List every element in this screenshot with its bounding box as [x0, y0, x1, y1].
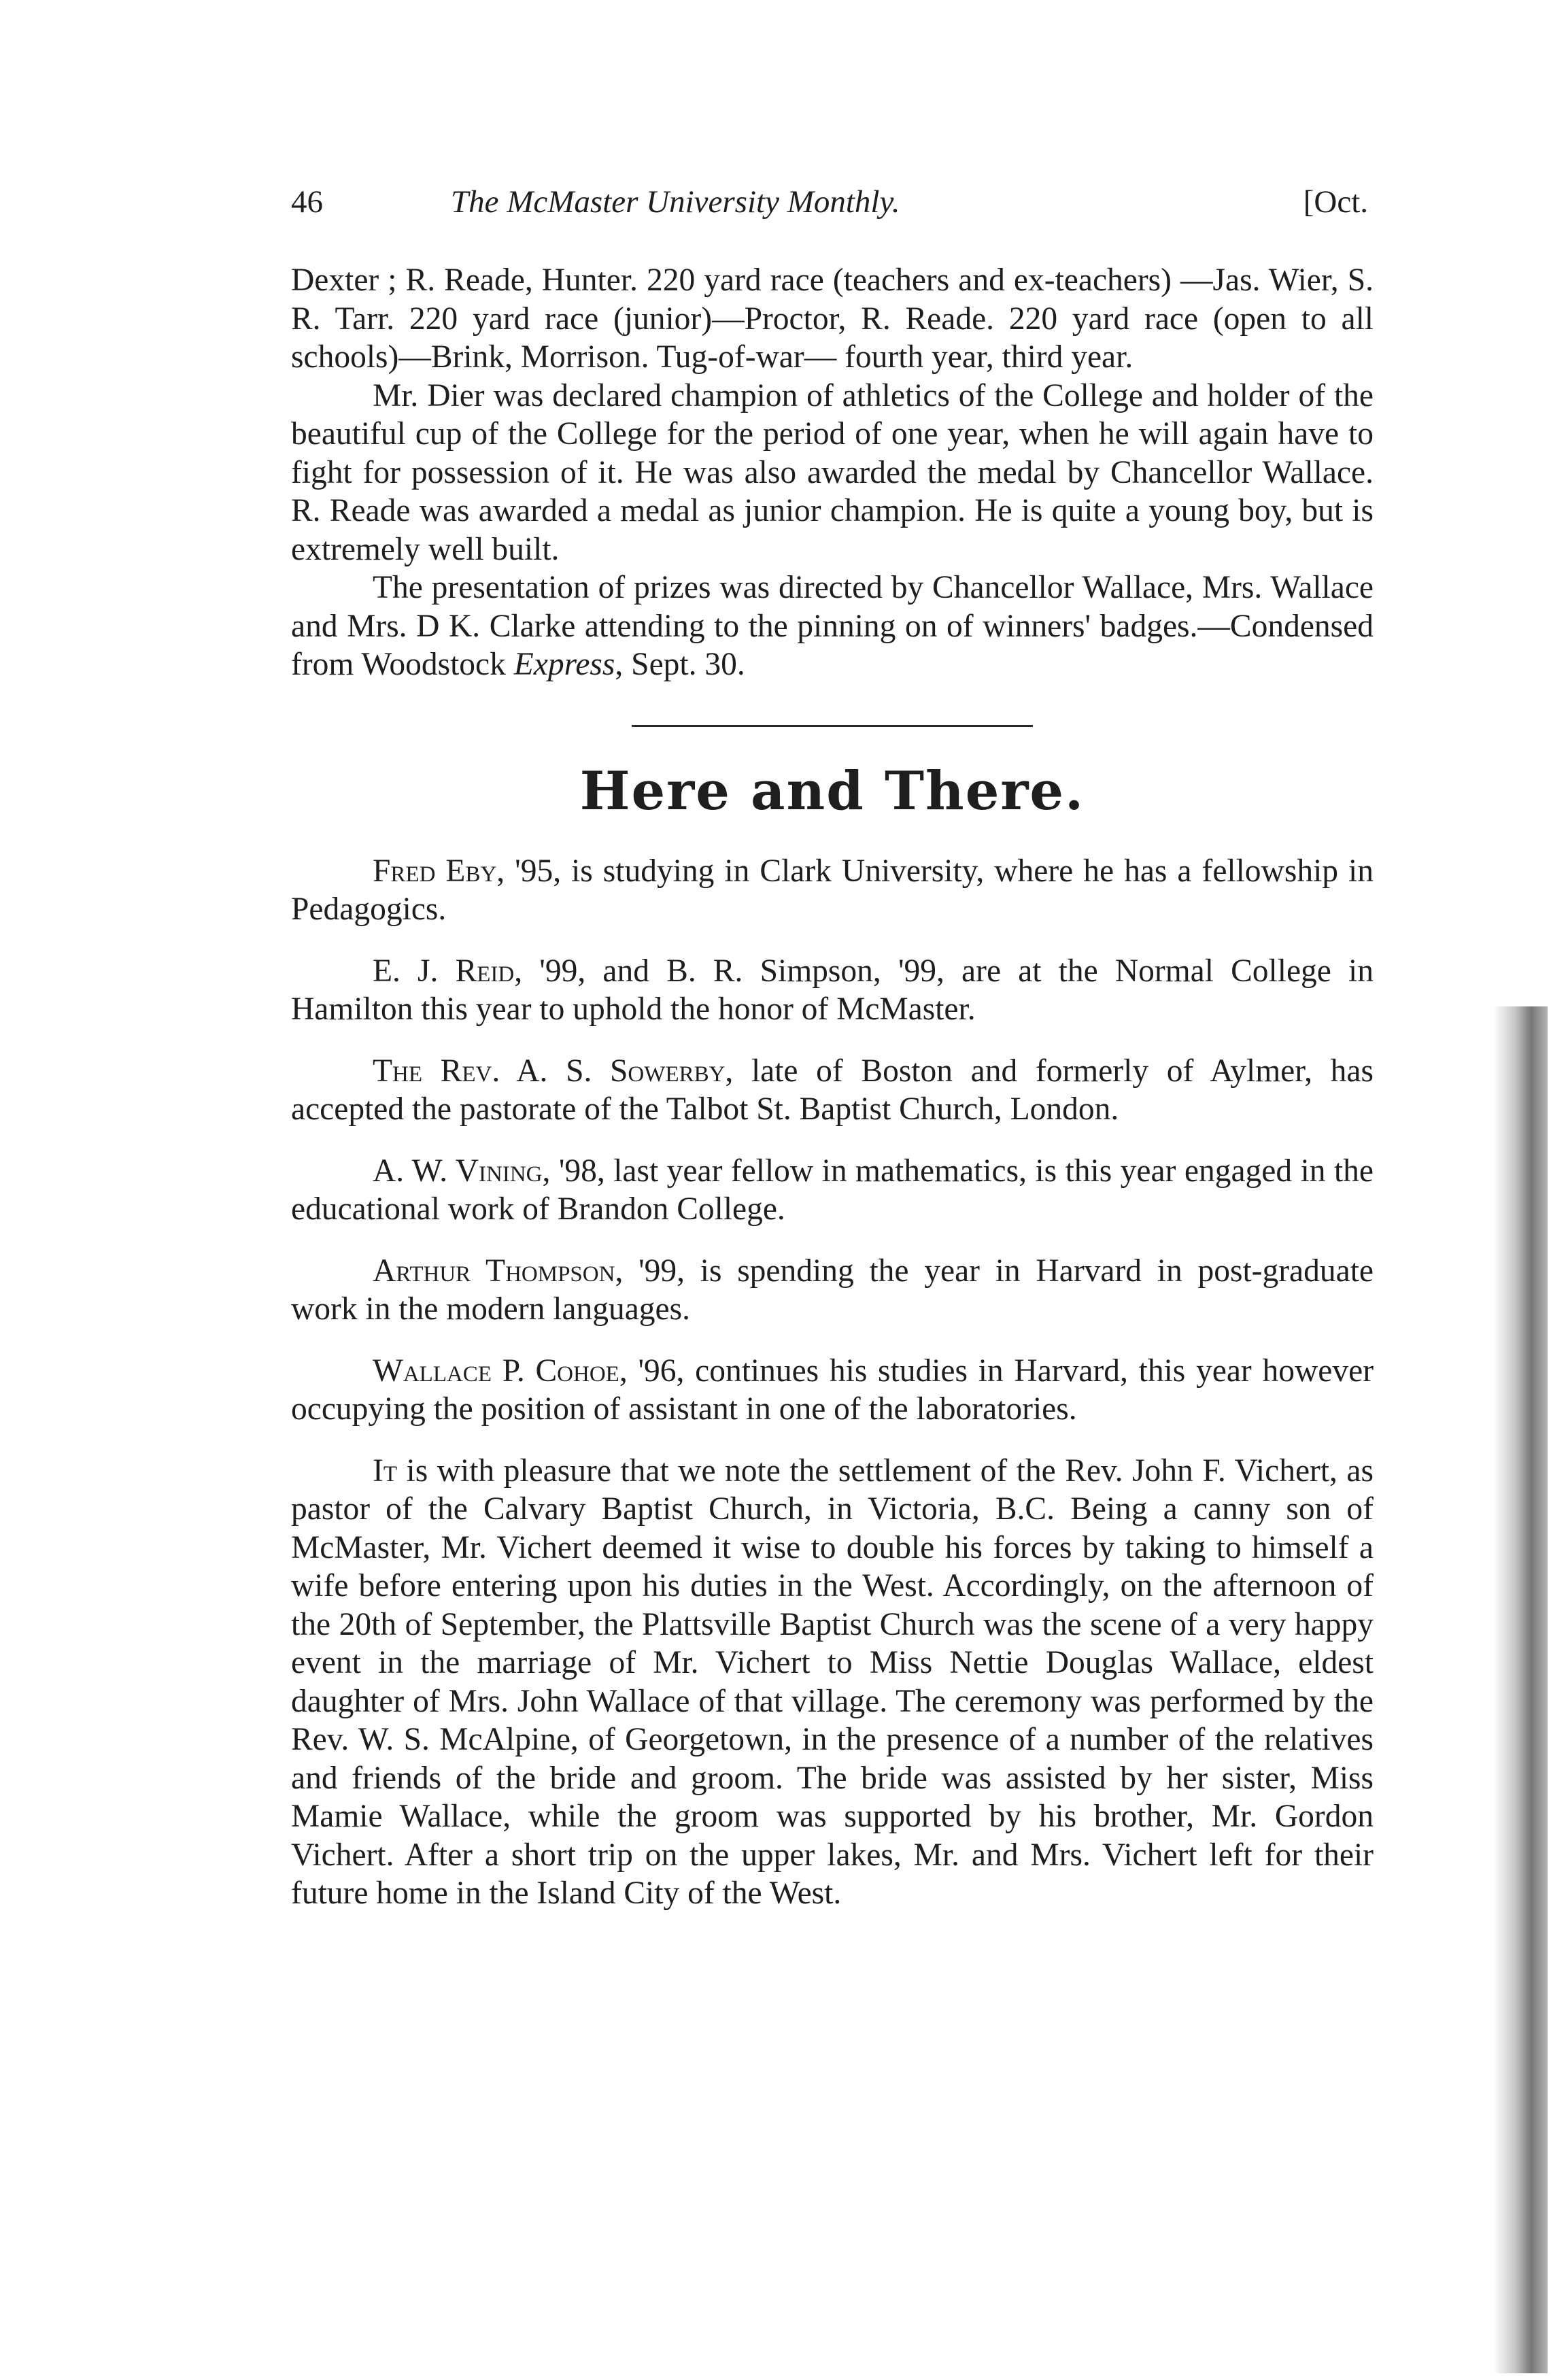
news-item-text: , '99, and B. R. Simpson, '99, are at the Normal College in Hamilton this year to uphold the honor of McMaster.: [291, 953, 1374, 1027]
news-item-name: The Rev. A. S. Sowerby: [373, 1053, 726, 1089]
presentation-date: , Sept. 30.: [615, 647, 745, 682]
news-item-text: is with pleasure that we note the settlement of the Rev. John F. Vichert, as pastor of the Calvary Baptist Church, in Victoria, B.C. Being a canny son of McMaster, Mr. Vichert deemed it wise to double his forces by taking to himself a wife before entering upon his duties in the West. Accordingly, on the afternoon of the 20th of September, the Plattsville Baptist Church was the scene of a very happy event in the marriage of Mr. Vichert to Miss Nettie Douglas Wallace, eldest daughter of Mrs. John Wallace of that village. The ceremony was performed by the Rev. W. S. McAlpine, of Georgetown, in the presence of a number of the relatives and friends of the bride and groom. The bride was assisted by her sister, Miss Mamie Wallace, while the groom was supported by his brother, Mr. Gordon Vichert. After a short trip on the upper lakes, Mr. and Mrs. Vichert left for their future home in the Island City of the West.: [291, 1453, 1374, 1911]
presentation-text: The presentation of prizes was directed by Chancellor Wallace, Mrs. Wallace and Mrs. D K. Clarke attending to the pinning on of winners' badges.—Condensed from Woodstock: [291, 570, 1374, 682]
continued-paragraph-presentation: [291, 568, 1374, 684]
news-item: [291, 952, 1374, 1029]
news-item-name: Wallace P. Cohoe: [373, 1353, 619, 1389]
newspaper-name: Express: [513, 647, 615, 682]
continued-paragraph-results: Dexter ; R. Reade, Hunter. 220 yard race (teachers and ex-teachers) —Jas. Wier, S. R. Tarr. 220 yard race (junior)—Proctor, R. Reade. 220 yard race (open to all schools)—Brink, Morrison. Tug-of-war— fourth year, third year.: [291, 262, 1374, 375]
news-item: [291, 852, 1374, 929]
news-item: [291, 1152, 1374, 1229]
news-item-name: E. J. Reid: [373, 953, 515, 989]
news-item-name: Fred Eby: [373, 853, 497, 889]
news-item: [291, 1452, 1374, 1913]
section-divider: [632, 725, 1033, 727]
news-item: [291, 1252, 1374, 1329]
news-item-name: A. W. Vining: [373, 1153, 543, 1189]
news-item-text: , '98, last year fellow in mathematics, is this year engaged in the educational work of Brandon College.: [291, 1153, 1374, 1227]
continued-paragraph-champion: Mr. Dier was declared champion of athletics of the College and holder of the beautiful cup of the College for the period of one year, when he will again have to fight for possession of it. He was also awarded the medal by Chancellor Wallace. R. Reade was awarded a medal as junior champion. He is quite a young boy, but is extremely well built.: [291, 377, 1374, 567]
journal-title: The McMaster University Monthly.: [451, 184, 900, 220]
news-item-text: , '95, is studying in Clark University, where he has a fellowship in Pedagogics.: [291, 853, 1374, 927]
page: [291, 184, 1374, 1913]
news-item-text: , '96, continues his studies in Harvard, this year however occupying the position of assistant in one of the laboratories.: [291, 1353, 1374, 1427]
running-header: [291, 184, 1374, 231]
news-item-name: Arthur Thompson: [373, 1253, 615, 1289]
news-item: [291, 1052, 1374, 1129]
news-item: [291, 1352, 1374, 1429]
news-item-text: , late of Boston and formerly of Aylmer, has accepted the pastorate of the Talbot St. Baptist Church, London.: [291, 1053, 1374, 1127]
news-item-text: , '99, is spending the year in Harvard in post-graduate work in the modern languages.: [291, 1253, 1374, 1327]
page-number: 46: [291, 184, 323, 220]
section-heading: Here and There.: [579, 760, 1085, 822]
page-edge-scan-shadow: [1493, 1006, 1548, 2373]
issue-month: [Oct.: [1303, 184, 1368, 220]
news-item-name: It: [373, 1453, 397, 1489]
